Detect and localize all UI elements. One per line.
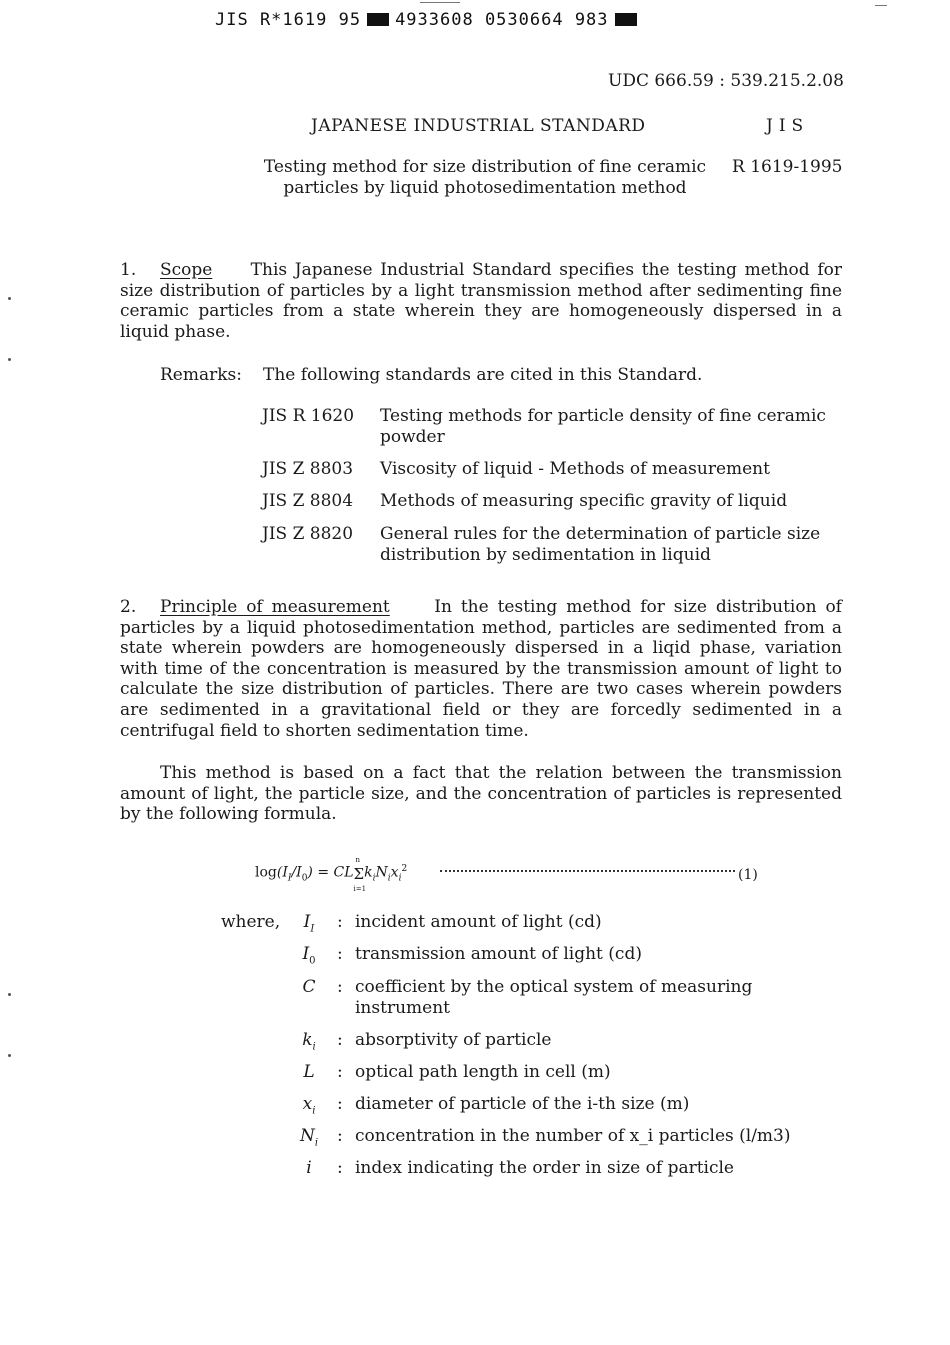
section-2-principle [120,597,842,741]
symbol: $x_i$ [302,1094,316,1117]
colon: : [337,944,343,964]
scan-header-code [215,10,643,30]
section-heading: Principle of measurement [160,597,390,617]
definition: diameter of particle of the i-th size (m) [355,1094,690,1114]
formula-expression: $\log(I_I/I_0)$ = CL n Σ i=1 $k_iN_ix_i^2$ [255,855,408,893]
remarks-label: Remarks: [160,365,242,385]
scan-code-2: 4933608 0530664 983 [395,10,609,30]
definition: transmission amount of light (cd) [355,944,642,964]
cited-standard-title: Viscosity of liquid - Methods of measurement [380,459,770,479]
section-1-scope [120,260,842,342]
barcode-block-icon [367,13,389,26]
cited-standard-code: JIS Z 8820 [262,524,354,544]
symbol: $k_i$ [302,1030,316,1053]
symbol: i [306,1158,312,1178]
margin-mark [8,358,11,361]
definition: coefficient by the optical system of measuring instrument [355,977,753,1018]
margin-mark [8,297,11,300]
definition: index indicating the order in size of particle [355,1158,734,1178]
definition: optical path length in cell (m) [355,1062,611,1082]
colon: : [337,912,343,932]
scan-artifact-line [420,2,460,3]
section-body: In the testing method for size distribution of particles by a liquid photosedimentation method, particles are sedimented from a state wherein powders are homogeneously dispersed in a liqid phase, variation with time of the concentration is measured by the transmission amount of light to calculate the size distribution of particles. There are two cases wherein powders are sedimented in a gravitational field or they are forcedly sedimented in a centrifugal field to shorten sedimentation time. [120,597,842,741]
cited-standard-code: JIS Z 8804 [262,491,354,511]
scan-code: JIS R*1619 95 [215,10,362,30]
section-heading: Scope [160,260,213,280]
cited-standard-title: General rules for the determination of particle size distribution by sedimentation in liquid [380,524,821,565]
section-number: 2. [120,597,137,617]
document-title [255,157,715,199]
leader-dots [440,868,735,872]
remarks-text: The following standards are cited in this Standard. [263,365,703,385]
colon: : [337,1158,343,1178]
symbol: $I_0$ [302,944,316,967]
jis-label: JIS [766,116,810,136]
definition: incident amount of light (cd) [355,912,602,932]
colon: : [337,1094,343,1114]
where-label: where, [221,912,281,932]
formula-log: log [255,864,277,881]
title-line-2: particles by liquid photosedimentation method [283,178,687,198]
colon: : [337,1030,343,1050]
cited-standard-code: JIS Z 8803 [262,459,354,479]
colon: : [337,1126,343,1146]
standard-type: JAPANESE INDUSTRIAL STANDARD [311,116,646,136]
section-number: 1. [120,260,137,280]
definition: absorptivity of particle [355,1030,552,1050]
scan-artifact-line [875,5,887,6]
colon: : [337,1062,343,1082]
cited-standard-title: Testing methods for particle density of fine ceramic powder [380,406,826,447]
definition: concentration in the number of x_i particles (l/m3) [355,1126,791,1146]
standard-number: R 1619-1995 [732,157,843,177]
section-body: This Japanese Industrial Standard specifies the testing method for size distribution of particles by a light transmission method after sedimenting fine ceramic particles from a state wherein they are homogeneously dispersed in a liquid phase. [120,260,842,342]
section-2-paragraph-2: This method is based on a fact that the relation between the transmission amount of light, the particle size, and the concentration of particles is represented by the following formula. [120,763,842,825]
symbol: $N_i$ [299,1126,319,1149]
cited-standard-title: Methods of measuring specific gravity of liquid [380,491,788,511]
margin-mark [8,993,11,996]
symbol: $I_I$ [303,912,315,935]
symbol: L [303,1062,315,1082]
colon: : [337,977,343,997]
symbol: C [302,977,316,997]
title-line-1: Testing method for size distribution of fine ceramic [263,157,707,177]
cited-standard-code: JIS R 1620 [262,406,355,426]
udc-number: UDC 666.59 : 539.215.2.08 [608,71,844,91]
equation-number: (1) [738,867,758,883]
margin-mark [8,1054,11,1057]
barcode-block-icon [615,13,637,26]
